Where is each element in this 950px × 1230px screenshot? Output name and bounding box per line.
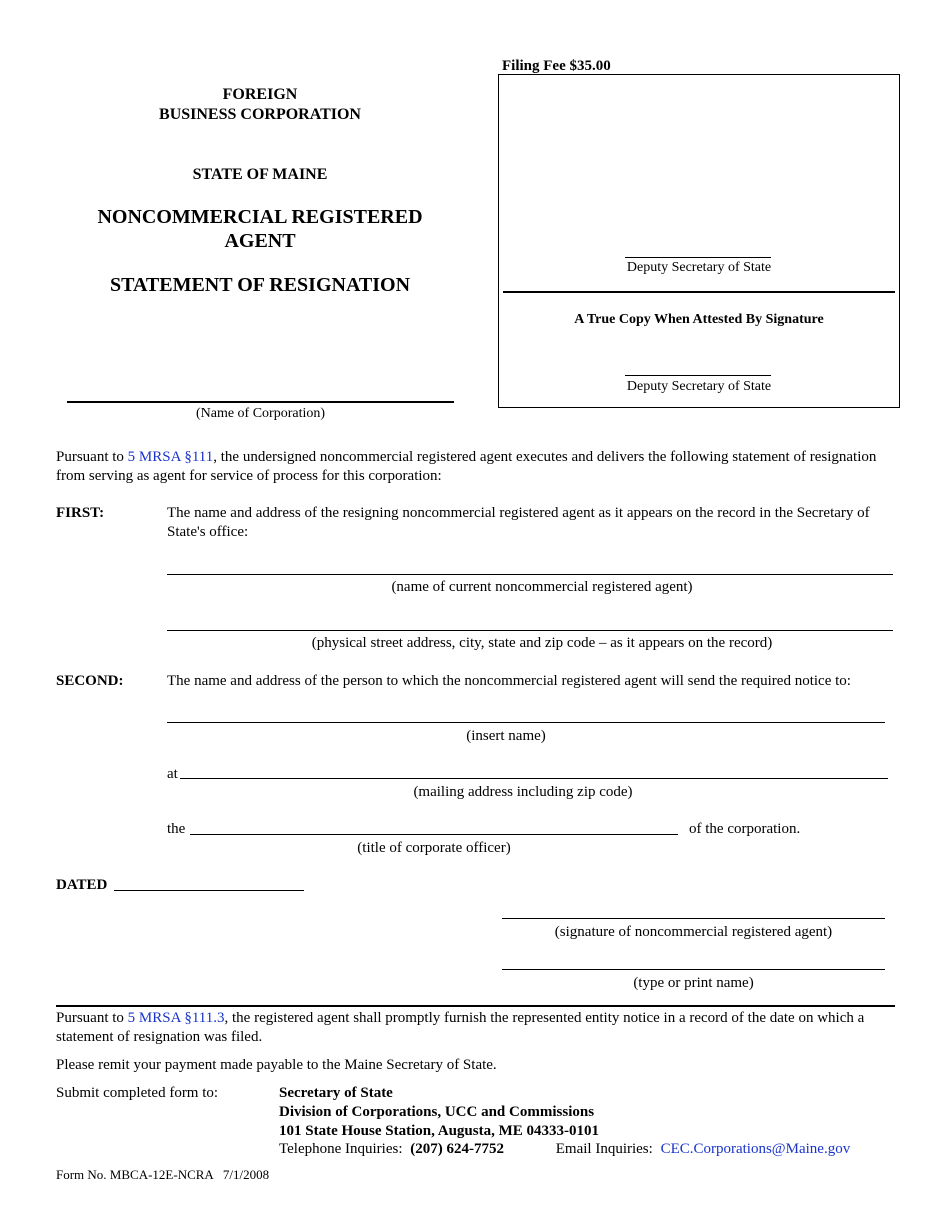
- mailing-address-caption: (mailing address including zip code): [413, 784, 633, 800]
- header-line-foreign: FOREIGN: [222, 86, 298, 103]
- phone-label: Telephone Inquiries:: [279, 1141, 403, 1158]
- agent-name-field[interactable]: [167, 574, 893, 575]
- intro-pre: Pursuant to: [56, 449, 128, 465]
- addr-line-1: Secretary of State: [279, 1085, 393, 1101]
- form-subtitle: STATEMENT OF RESIGNATION: [109, 274, 411, 296]
- phone-number: (207) 624-7752: [410, 1141, 504, 1158]
- form-title: [60, 205, 460, 253]
- footer-divider: [56, 1005, 895, 1007]
- agent-address-caption: (physical street address, city, state and zip code – as it appears on the record): [311, 635, 773, 651]
- header-line-business-corporation: BUSINESS CORPORATION: [159, 106, 361, 123]
- agent-signature-caption: (signature of noncommercial registered agent): [554, 924, 833, 940]
- footer-post: , the registered agent shall promptly furnish the represented entity notice in a record of the date on which a statement of resignation was filed.: [56, 1010, 865, 1045]
- intro-paragraph: [56, 448, 901, 486]
- dated-label: DATED: [56, 877, 108, 893]
- deputy-label-2: Deputy Secretary of State: [626, 379, 772, 394]
- of-corporation-label: of the corporation.: [689, 821, 801, 837]
- addr-line-2: Division of Corporations, UCC and Commissions: [279, 1103, 595, 1120]
- second-label: SECOND:: [56, 673, 124, 689]
- email-link[interactable]: CEC.Corporations@Maine.gov: [660, 1141, 851, 1158]
- deputy-signature-line-1: [625, 257, 771, 258]
- contact-line: [279, 1140, 850, 1159]
- true-copy-label: A True Copy When Attested By Signature: [574, 312, 824, 327]
- print-name-field[interactable]: [502, 969, 885, 970]
- corporate-officer-title-field[interactable]: [190, 834, 678, 835]
- mailing-address-field[interactable]: [180, 778, 888, 779]
- agent-address-field[interactable]: [167, 630, 893, 631]
- filing-stamp-box: [498, 74, 900, 408]
- the-label: the: [167, 821, 186, 837]
- first-label: FIRST:: [56, 505, 105, 521]
- second-text: The name and address of the person to which the noncommercial registered agent will send the required notice to:: [167, 673, 851, 689]
- deputy-signature-line-2: [625, 375, 771, 376]
- form-header-entity-type: [60, 85, 460, 125]
- email-label: Email Inquiries:: [555, 1141, 653, 1158]
- agent-name-caption: (name of current noncommercial registered agent): [391, 579, 693, 595]
- corporation-name-field[interactable]: [67, 401, 454, 403]
- at-label: at: [167, 766, 178, 782]
- statute-link-111-3[interactable]: 5 MRSA §111.3: [127, 1010, 225, 1026]
- remit-note: Please remit your payment made payable to the Maine Secretary of State.: [56, 1057, 497, 1073]
- form-title-line1: NONCOMMERCIAL REGISTERED: [97, 206, 423, 228]
- footer-paragraph: [56, 1009, 901, 1047]
- submit-label: Submit completed form to:: [56, 1085, 219, 1101]
- footer-pre: Pursuant to: [56, 1010, 128, 1026]
- notice-name-caption: (insert name): [466, 728, 546, 744]
- form-number: Form No. MBCA-12E-NCRA 7/1/2008: [56, 1167, 270, 1182]
- corporation-name-caption: (Name of Corporation): [195, 406, 326, 421]
- print-name-caption: (type or print name): [633, 975, 754, 991]
- statute-link-111[interactable]: 5 MRSA §111: [127, 449, 214, 465]
- officer-title-caption: (title of corporate officer): [357, 840, 511, 856]
- intro-post: , the undersigned noncommercial registered agent executes and delivers the following statement of resignation from serving as agent for service of process for this corporation:: [56, 449, 877, 484]
- deputy-label-1: Deputy Secretary of State: [626, 260, 772, 275]
- form-title-line2: AGENT: [224, 230, 296, 252]
- addr-line-3: 101 State House Station, Augusta, ME 04333-0101: [279, 1122, 600, 1139]
- notice-recipient-name-field[interactable]: [167, 722, 885, 723]
- box-divider: [503, 291, 895, 293]
- agent-signature-field[interactable]: [502, 918, 885, 919]
- first-text: The name and address of the resigning noncommercial registered agent as it appears on the record in the Secretary of State's office:: [167, 505, 870, 540]
- filing-fee-label: Filing Fee $35.00: [502, 58, 611, 74]
- mailing-address-block: [279, 1084, 850, 1159]
- date-field[interactable]: [114, 890, 304, 891]
- header-state: STATE OF MAINE: [192, 166, 328, 183]
